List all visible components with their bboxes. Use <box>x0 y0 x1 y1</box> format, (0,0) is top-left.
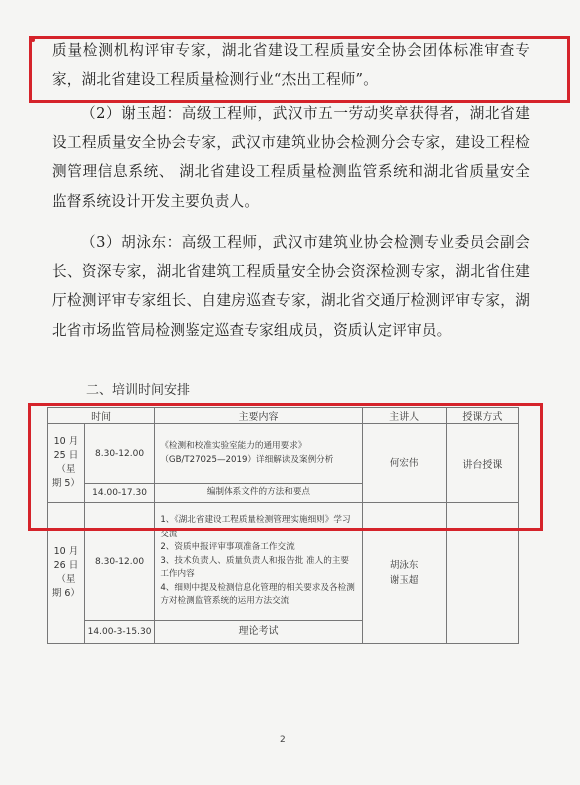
time-day1-morning: 8.30-12.00 <box>84 424 155 484</box>
highlight-box-day1-schedule <box>28 403 543 531</box>
content-day2-exam: 理论考试 <box>155 621 362 644</box>
list-item: 3、技术负责人、质量负责人和报告批 准人的主要工作内容 <box>160 555 349 580</box>
paragraph-hu-yongdong: （3）胡泳东：高级工程师，武汉市建筑业协会检测专业委员会副会长、资深专家，湖北省建筑工程质量安全协会资深检测专家，湖北省住建厅检测评审专家组长、自建房巡查专家，湖北省交通厅检测评审专家，湖北省市场监管局检测鉴定巡查专家组成员，资质认定评审员。 <box>52 234 530 339</box>
highlight-box-credentials <box>29 36 570 103</box>
method-day1: 讲台授课 <box>446 424 518 503</box>
content-day1-morning: 《检测和校准实验室能力的通用要求》（GB/T27025—2019）详细解读及案例分析 <box>155 424 362 484</box>
header-method: 授课方式 <box>446 408 518 424</box>
header-speaker: 主讲人 <box>362 408 446 424</box>
time-day2-exam: 14.00-3-15.30 <box>84 621 155 644</box>
paragraph-expert-credentials: 质量检测机构评审专家，湖北省建设工程质量安全协会团体标准审查专家，湖北省建设工程质量检测行业“杰出工程师”。 <box>52 42 530 89</box>
content-day1-afternoon: 编制体系文件的方法和要点 <box>155 484 362 503</box>
speaker-day2: 胡泳东 谢玉超 <box>362 503 446 644</box>
speaker-day1: 何宏伟 <box>362 424 446 503</box>
header-content: 主要内容 <box>155 408 362 424</box>
section-title-schedule: 二、培训时间安排 <box>86 383 191 398</box>
time-day2-morning: 8.30-12.00 <box>84 503 155 621</box>
paragraph-xie-yuchao: （2）谢玉超：高级工程师，武汉市五一劳动奖章获得者，湖北省建设工程质量安全协会专家，武汉市建筑业协会检测分会专家，建设工程检测管理信息系统、 湖北省建设工程质量检测监管系统和湖北省质量安全监督系统设计开发主要负责人。 <box>52 105 530 210</box>
list-item: 4、细则中提及检测信息化管理的相关要求及各检测方对检测监管系统的运用方法交流 <box>160 582 355 607</box>
header-time: 时间 <box>48 408 155 424</box>
date-day1: 10 月 25 日 （星 期 5） <box>48 424 85 503</box>
page-number: 2 <box>280 735 286 745</box>
list-item: 1、《湖北省建设工程质量检测管理实施细则》学习交流 <box>160 515 351 539</box>
date-day2: 10 月 26 日 （星 期 6） <box>48 503 85 644</box>
list-item: 2、资质申报评审事项准备工作交流 <box>160 542 295 553</box>
time-day1-afternoon: 14.00-17.30 <box>84 484 155 503</box>
